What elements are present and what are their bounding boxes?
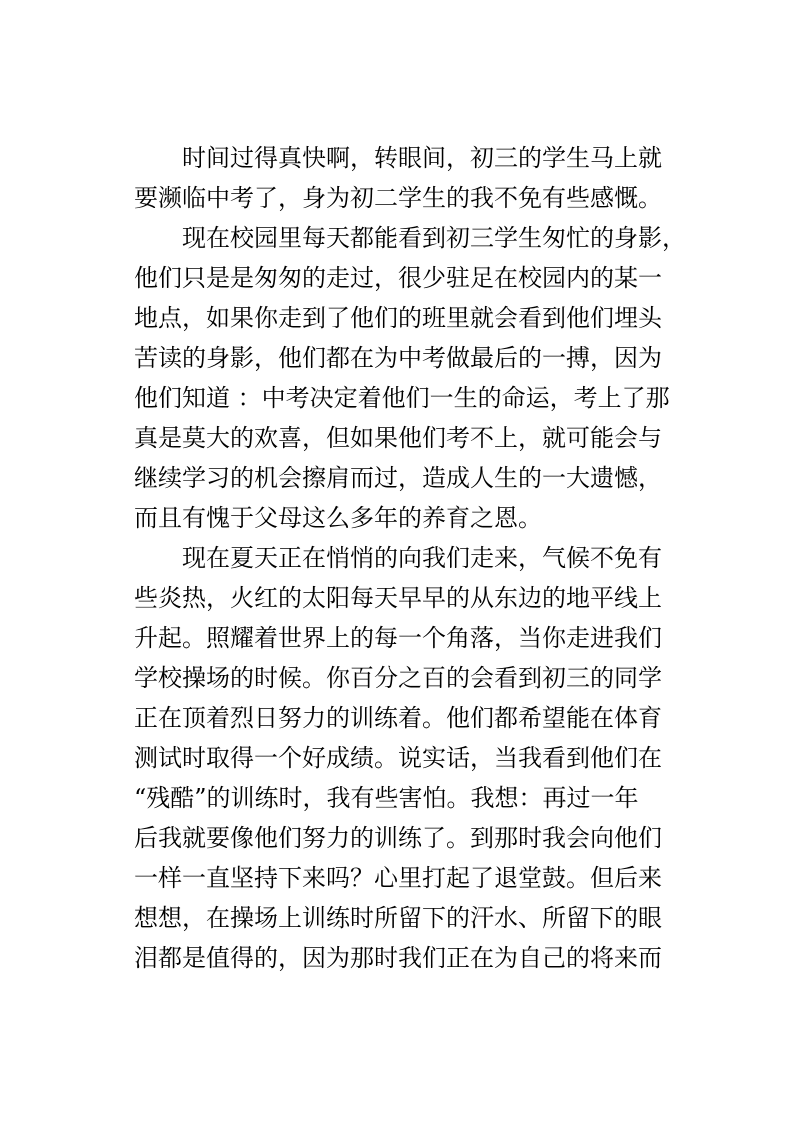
text-line: 些炎热，火红的太阳每天早早的从东边的地平线上 [134, 584, 662, 612]
text-line: 正在顶着烈日努力的训练着。他们都希望能在体育 [134, 704, 662, 732]
text-line: 泪都是值得的，因为那时我们正在为自己的将来而 [134, 944, 662, 972]
text-line: 现在夏天正在悄悄的向我们走来，气候不免有 [182, 544, 662, 572]
text-line: 苦读的身影，他们都在为中考做最后的一搏，因为 [134, 344, 662, 372]
essay-body [134, 138, 686, 978]
text-line: 升起。照耀着世界上的每一个角落，当你走进我们 [134, 624, 662, 652]
paragraph-1 [134, 138, 666, 218]
text-line: 他们只是是匆匆的走过，很少驻足在校园内的某一 [134, 264, 662, 292]
text-line: 地点，如果你走到了他们的班里就会看到他们埋头 [134, 304, 662, 332]
paragraph-3 [134, 538, 666, 978]
text-line: 继续学习的机会擦肩而过，造成人生的一大遗憾， [134, 464, 662, 492]
text-line: 他们知道 ：中考决定着他们一生的命运，考上了那 [134, 384, 670, 412]
text-line: 真是莫大的欢喜，但如果他们考不上，就可能会与 [134, 424, 662, 452]
text-line: 测试时取得一个好成绩。说实话，当我看到他们在 [134, 744, 662, 772]
text-line: 想想，在操场上训练时所留下的汗水、所留下的眼 [134, 904, 662, 932]
text-line: 一样一直坚持下来吗？心里打起了退堂鼓。但后来 [134, 864, 662, 892]
text-line: 后我就要像他们努力的训练了。到那时我会向他们 [134, 824, 662, 852]
paragraph-2 [134, 218, 686, 538]
text-line: “残酷”的训练时，我有些害怕。我想：再过一年 [134, 784, 639, 812]
text-line: 现在校园里每天都能看到初三学生匆忙的身影， [182, 224, 686, 252]
text-line: 而且有愧于父母这么多年的养育之恩。 [134, 504, 542, 532]
text-line: 学校操场的时候。你百分之百的会看到初三的同学 [134, 664, 662, 692]
text-line: 要濒临中考了，身为初二学生的我不免有些感慨。 [134, 184, 662, 212]
text-line: 时间过得真快啊，转眼间，初三的学生马上就 [182, 144, 662, 172]
